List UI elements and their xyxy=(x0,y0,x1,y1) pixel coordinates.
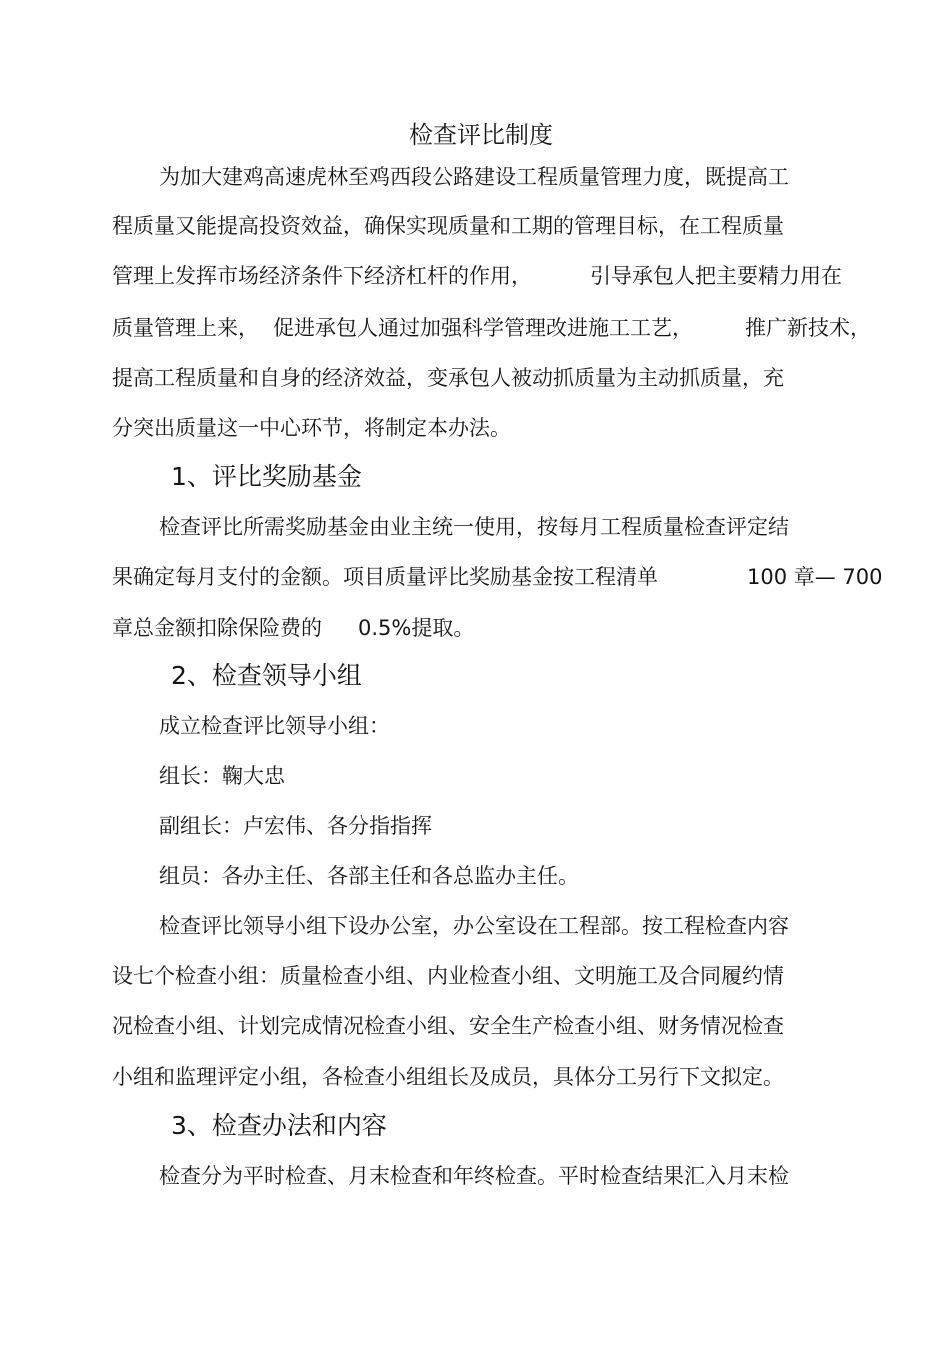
section-heading: 3、检查办法和内容 xyxy=(171,1111,387,1140)
section-heading: 2、检查领导小组 xyxy=(171,661,362,690)
section-line: 章总金额扣除保险费的 xyxy=(112,616,322,640)
intro-line: 促进承包人通过加强科学管理改进施工工艺， xyxy=(273,316,693,340)
section-line: 检查评比领导小组下设办公室，办公室设在工程部。按工程检查内容 xyxy=(159,914,789,938)
intro-line: 推广新技术， xyxy=(745,316,871,340)
intro-line: 分突出质量这一中心环节，将制定本办法。 xyxy=(112,416,511,440)
section-line: 100 章— 700 xyxy=(747,565,883,589)
section-line: 组长：鞠大忠 xyxy=(159,764,285,788)
intro-line: 管理上发挥市场经济条件下经济杠杆的作用， xyxy=(112,264,532,288)
intro-line: 提高工程质量和自身的经济效益，变承包人被动抓质量为主动抓质量，充 xyxy=(112,366,784,390)
section-line: 组员：各办主任、各部主任和各总监办主任。 xyxy=(159,864,579,888)
section-line: 副组长：卢宏伟、各分指指挥 xyxy=(159,814,432,838)
section-line: 0.5%提取。 xyxy=(358,616,475,640)
section-line: 况检查小组、计划完成情况检查小组、安全生产检查小组、财务情况检查 xyxy=(112,1014,784,1038)
document-title: 检查评比制度 xyxy=(409,121,553,149)
section-line: 成立检查评比领导小组： xyxy=(159,714,390,738)
section-line: 果确定每月支付的金额。项目质量评比奖励基金按工程清单 xyxy=(112,565,658,589)
intro-line: 为加大建鸡高速虎林至鸡西段公路建设工程质量管理力度，既提高工 xyxy=(159,165,789,189)
section-line: 小组和监理评定小组，各检查小组组长及成员，具体分工另行下文拟定。 xyxy=(112,1065,784,1089)
intro-line: 质量管理上来， xyxy=(112,316,259,340)
section-line: 检查评比所需奖励基金由业主统一使用，按每月工程质量检查评定结 xyxy=(159,515,789,539)
section-line: 检查分为平时检查、月末检查和年终检查。平时检查结果汇入月末检 xyxy=(159,1164,789,1188)
intro-line: 引导承包人把主要精力用在 xyxy=(590,264,842,288)
section-heading: 1、评比奖励基金 xyxy=(171,462,362,491)
intro-line: 程质量又能提高投资效益，确保实现质量和工期的管理目标，在工程质量 xyxy=(112,214,784,238)
section-line: 设七个检查小组：质量检查小组、内业检查小组、文明施工及合同履约情 xyxy=(112,964,784,988)
